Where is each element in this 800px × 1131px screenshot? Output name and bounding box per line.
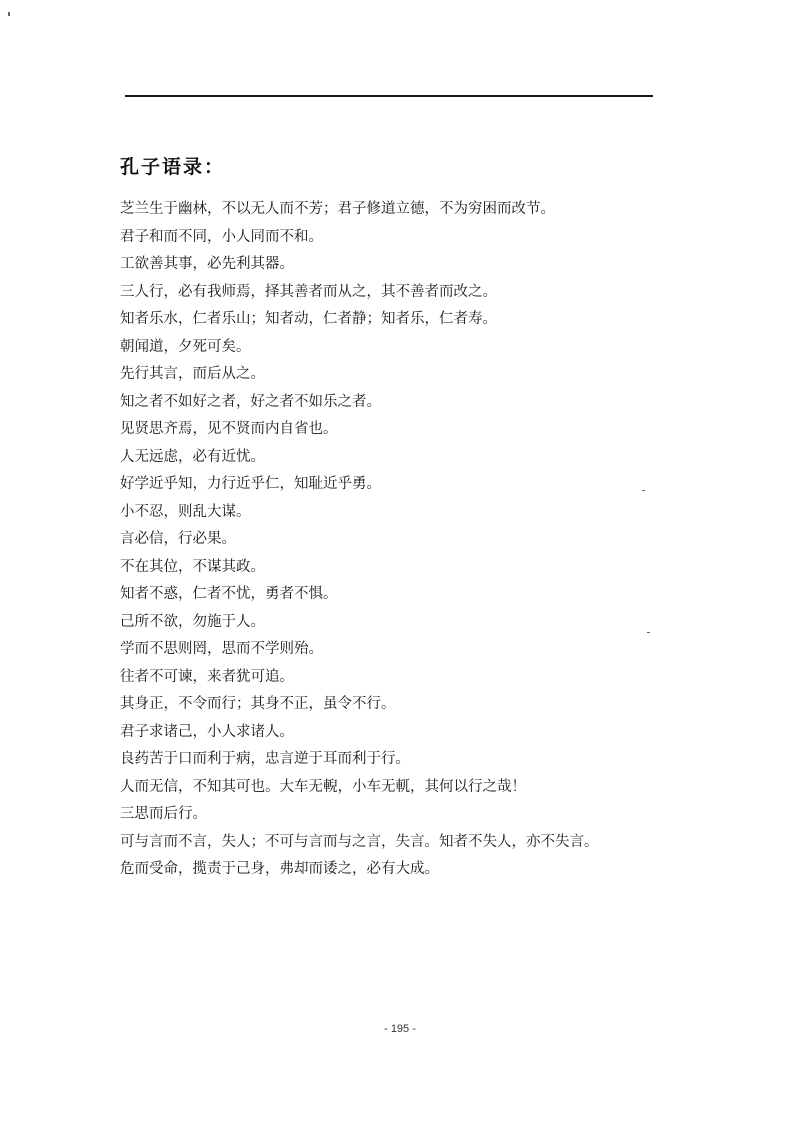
quote-line: 不在其位，不谋其政。 <box>120 558 265 575</box>
quote-line: 知者乐水，仁者乐山；知者动，仁者静；知者乐，仁者寿。 <box>120 311 497 327</box>
scan-speck <box>647 632 650 633</box>
quote-line: 君子求诸己，小人求诸人。 <box>120 723 294 740</box>
quote-line: 己所不欲，勿施于人。 <box>120 613 265 630</box>
section-title: 孔子语录： <box>120 156 226 178</box>
quote-line: 人无远虑，必有近忧。 <box>120 448 265 465</box>
scan-speck <box>642 490 645 491</box>
quote-line: 三思而后行。 <box>120 806 207 822</box>
quote-line: 可与言而不言，失人；不可与言而与之言，失言。知者不失人，亦不失言。 <box>120 833 599 850</box>
quote-line: 知者不惑，仁者不忧，勇者不惧。 <box>120 586 338 602</box>
quote-line: 良药苦于口而利于病，忠言逆于耳而利于行。 <box>120 751 410 767</box>
quote-line: 工欲善其事，必先利其器。 <box>120 256 294 272</box>
quote-line: 先行其言，而后从之。 <box>120 366 265 382</box>
quote-line: 三人行，必有我师焉，择其善者而从之，其不善者而改之。 <box>120 283 497 300</box>
quote-line: 学而不思则罔，思而不学则殆。 <box>120 641 323 657</box>
page-number: - 195 - <box>384 1023 416 1035</box>
quote-line: 往者不可谏，来者犹可追。 <box>120 668 294 685</box>
quote-line: 君子和而不同，小人同而不和。 <box>120 228 323 245</box>
quote-line: 小不忍，则乱大谋。 <box>120 503 251 520</box>
quote-line: 其身正，不令而行；其身不正，虽令不行。 <box>120 696 396 712</box>
quote-line: 见贤思齐焉，见不贤而内自省也。 <box>120 421 338 437</box>
quote-line: 危而受命，揽责于己身，弗却而诿之，必有大成。 <box>120 861 439 877</box>
header-rule <box>125 95 653 97</box>
quote-line: 知之者不如好之者，好之者不如乐之者。 <box>120 393 381 410</box>
quote-line: 言必信，行必果。 <box>120 531 236 547</box>
scan-speck <box>8 12 10 16</box>
quote-line: 好学近乎知，力行近乎仁，知耻近乎勇。 <box>120 476 381 492</box>
quote-line: 人而无信，不知其可也。大车无輗，小车无軏，其何以行之哉！ <box>120 778 526 795</box>
quote-list <box>120 196 720 884</box>
quote-line: 朝闻道，夕死可矣。 <box>120 338 251 355</box>
quote-line: 芝兰生于幽林，不以无人而不芳；君子修道立德，不为穷困而改节。 <box>120 201 555 217</box>
